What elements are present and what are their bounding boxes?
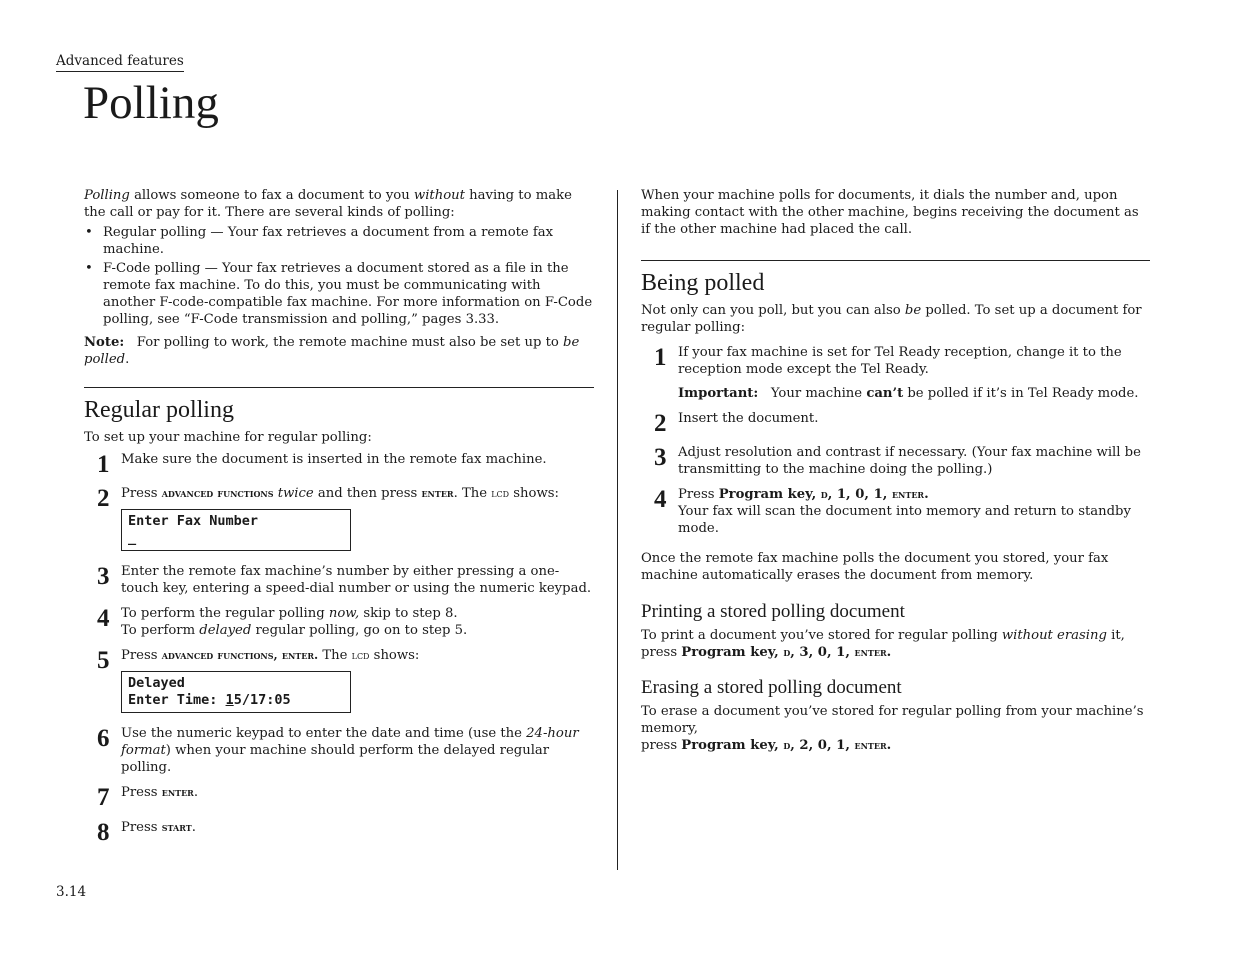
left-column xyxy=(84,187,594,846)
after-polling-paragraph: Once the remote fax machine polls the document you stored, your fax machine automatically erases the document from memory. xyxy=(641,551,1109,583)
intro-paragraph: Polling allows someone to fax a document to you without having to make the call or pay for it. There are several kinds of polling: xyxy=(84,188,572,220)
step-5: 5 Press advanced functions, enter. The lcd shows: Delayed Enter Time: 15/17:05 xyxy=(84,647,594,713)
step-number: 2 xyxy=(654,410,667,437)
key-start: start xyxy=(161,820,192,834)
step-number: 3 xyxy=(654,444,667,471)
step-1: 1 Make sure the document is inserted in the remote fax machine. xyxy=(97,451,547,478)
note: Note: For polling to work, the remote machine must also be set up to be polled. xyxy=(84,335,580,367)
lcd-display: Delayed Enter Time: 15/17:05 xyxy=(121,671,351,713)
step-7: 7 Press enter. xyxy=(97,784,199,811)
step-8: 8 Press start. xyxy=(97,819,196,846)
key-enter: enter xyxy=(421,486,454,500)
step-4: 4 To perform the regular polling now, skip to step 8. To perform delayed regular polling, go on to step 5. xyxy=(97,605,468,638)
term-polling: Polling xyxy=(84,188,130,203)
step-number: 1 xyxy=(97,451,110,478)
step-number: 2 xyxy=(97,485,110,512)
printing-heading: Printing a stored polling document xyxy=(641,601,905,622)
section-rule xyxy=(84,387,594,388)
page-number: 3.14 xyxy=(56,884,87,900)
important-note: Important: Your machine can’t be polled if it’s in Tel Ready mode. xyxy=(678,386,1139,401)
key-enter: enter xyxy=(161,785,194,799)
erasing-heading: Erasing a stored polling document xyxy=(641,677,902,698)
key-advanced-functions: advanced functions xyxy=(161,486,274,500)
step-number: 8 xyxy=(97,819,110,846)
polled-step-1: 1 If your fax machine is set for Tel Ready reception, change it to the reception mode except the Tel Ready. Important: Your machine can’t be polled if it’s in Tel Ready mode. xyxy=(641,344,1151,402)
section-rule xyxy=(641,260,1150,261)
step-3: 3 Enter the remote fax machine’s number by either pressing a one-touch key, entering a speed-dial number or using the numeric keypad. xyxy=(97,563,592,596)
step-number: 5 xyxy=(97,647,110,674)
step-number: 4 xyxy=(654,486,667,513)
printing-instructions: To print a document you’ve stored for regular polling without erasing it, press Program key, d, 3, 0, 1, enter. xyxy=(641,628,1125,660)
right-column xyxy=(641,187,1151,754)
polled-step-3: 3 Adjust resolution and contrast if necessary. (Your fax machine will be transmitting to the machine doing the polling.) xyxy=(654,444,1141,477)
column-divider xyxy=(617,190,618,870)
step-2: 2 Press advanced functions twice and then press enter. The lcd shows: Enter Fax Number _ xyxy=(84,485,594,551)
step-number: 4 xyxy=(97,605,110,632)
lcd-display: Enter Fax Number _ xyxy=(121,509,351,551)
section-label: Advanced features xyxy=(56,53,184,72)
key-advanced-functions-enter: advanced functions, enter. xyxy=(161,648,319,662)
polling-description: When your machine polls for documents, it dials the number and, upon making contact with the other machine, begins receiving the document as if the other machine had placed the call. xyxy=(641,188,1139,237)
step-number: 1 xyxy=(654,344,667,371)
step-6: 6 Use the numeric keypad to enter the date and time (use the 24-hour format) when your machine should perform the delayed regular polling. xyxy=(97,725,579,775)
erasing-instructions: To erase a document you’ve stored for regular polling from your machine’s memory, press Program key, d, 2, 0, 1, enter. xyxy=(641,704,1144,753)
step-number: 7 xyxy=(97,784,110,811)
regular-polling-intro: To set up your machine for regular polling: xyxy=(84,430,372,445)
step-number: 3 xyxy=(97,563,110,590)
polling-types-list xyxy=(84,224,594,328)
list-item: • F-Code polling — Your fax retrieves a document stored as a file in the remote fax machine. To do this, you must be communicating with another F-code-compatible fax machine. For more information on F-Code polling, see “F-Code transmission and polling,” pages 3.33. xyxy=(84,260,594,328)
polled-step-2: 2 Insert the document. xyxy=(654,410,819,437)
polled-step-4: 4 Press Program key, d, 1, 0, 1, enter. Your fax will scan the document into memory and return to standby mode. xyxy=(654,486,1131,536)
regular-polling-heading: Regular polling xyxy=(84,397,234,423)
step-number: 6 xyxy=(97,725,110,752)
page-title: Polling xyxy=(83,77,219,129)
lcd-cursor: 1 xyxy=(225,692,234,708)
list-item: • Regular polling — Your fax retrieves a document from a remote fax machine. xyxy=(84,224,594,258)
being-polled-heading: Being polled xyxy=(641,270,765,296)
being-polled-intro: Not only can you poll, but you can also be polled. To set up a document for regular polling: xyxy=(641,303,1142,335)
